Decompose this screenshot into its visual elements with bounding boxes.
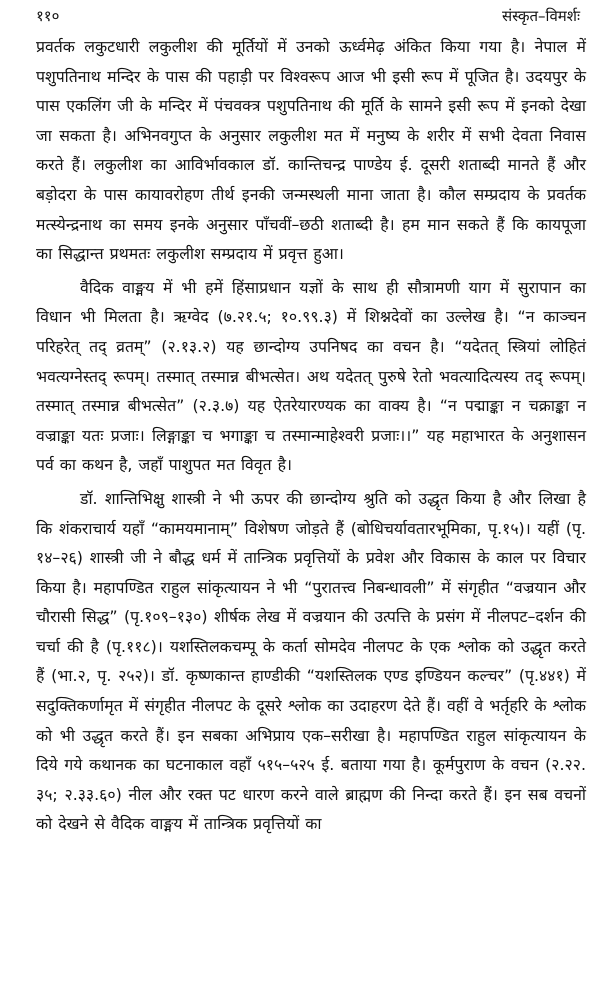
body-text [36,32,586,839]
paragraph-1: प्रवर्तक लकुटधारी लकुलीश की मूर्तियों में उनको ऊर्ध्वमेढ़ अंकित किया गया है। नेपाल में पशुपतिनाथ मन्दिर के पास की पहाड़ी पर विश्वरूप आज भी इसी रूप में पूजित है। उदयपुर के पास एकलिंग जी के मन्दिर में पंचवक्त्र पशुपतिनाथ की मूर्ति के सामने इसी रूप में इनको देखा जा सकता है। अभिनवगुप्त के अनुसार लकुलीश मत में मनुष्य के शरीर में सभी देवता निवास करते हैं। लकुलीश का आविर्भावकाल डॉ. कान्तिचन्द्र पाण्डेय ई. दूसरी शताब्दी मानते हैं और बड़ोदरा के पास कायावरोहण तीर्थ इनकी जन्मस्थली माना जाता है। कौल सम्प्रदाय के प्रवर्तक मत्स्येन्द्रनाथ का समय इनके अनुसार पाँचवीं–छठी शताब्दी है। हम मान सकते हैं कि कायपूजा का सिद्धान्त प्रथमतः लकुलीश सम्प्रदाय में प्रवृत्त हुआ। [36,37,586,264]
page-header [36,6,580,28]
page-number: ११० [36,7,60,25]
paragraph-3: डॉ. शान्तिभिक्षु शास्त्री ने भी ऊपर की छान्दोग्य श्रुति को उद्धृत किया है और लिखा है कि शंकराचार्य यहाँ “कामयमानाम्” विशेषण जोड़ते हैं (बोधिचर्यावतारभूमिका, पृ.१५)। यहीं (पृ. १४–२६) शास्त्री जी ने बौद्ध धर्म में तान्त्रिक प्रवृत्तियों के प्रवेश और विकास के काल पर विचार किया है। महापण्डित राहुल सांकृत्यायन ने भी “पुरातत्त्व निबन्धावली” में संगृहीत “वज्रयान और चौरासी सिद्ध” (पृ.१०९–१३०) शीर्षक लेख में वज्रयान की उत्पत्ति के प्रसंग में नीलपट–दर्शन की चर्चा की है (पृ.११८)। यशस्तिलकचम्पू के कर्ता सोमदेव नीलपट के एक श्लोक को उद्धृत करते हैं (भा.२, पृ. २५२)। डॉ. कृष्णकान्त हाण्डीकी “यशस्तिलक एण्ड इण्डियन कल्चर” (पृ.४४१) में सदुक्तिकर्णामृत में संगृहीत नीलपट के दूसरे श्लोक का उदाहरण देते हैं। वहीं वे भर्तृहरि के श्लोक को भी उद्धृत करते हैं। इन सबका अभिप्राय एक–सरीखा है। महापण्डित राहुल सांकृत्यायन के दिये गये कथानक का घटनाकाल वहाँ ५१५–५२५ ई. बताया गया है। कूर्मपुराण के वचन (२.२२. ३५; २.३३.६०) नील और रक्त पट धारण करने वाले ब्राह्मण की निन्दा करते हैं। इन सब वचनों को देखने से वैदिक वाङ्मय में तान्त्रिक प्रवृत्तियों का [36,488,586,834]
paragraph-2: वैदिक वाङ्मय में भी हमें हिंसाप्रधान यज्ञों के साथ ही सौत्रामणी याग में सुरापान का विधान भी मिलता है। ऋग्वेद (७.२१.५; १०.९९.३) में शिश्नदेवों का उल्लेख है। “न काञ्चन परिहरेत् तद् व्रतम्” (२.१३.२) यह छान्दोग्य उपनिषद का वचन है। “यदेतत् स्त्रियां लोहितं भवत्यग्नेस्तद् रूपम्। तस्मात् तस्मान्न बीभत्सेत। अथ यदेतत् पुरुषे रेतो भवत्यादित्यस्य तद् रूपम्। तस्मात् तस्मान्न बीभत्सेत” (२.३.७) यह ऐतरेयारण्यक का वाक्य है। “न पद्माङ्का न चक्राङ्का न वज्राङ्का यतः प्रजाः। लिङ्गाङ्का च भगाङ्का च तस्मान्माहेश्वरी प्रजाः।।” यह महाभारत के अनुशासन पर्व का कथन है, जहाँ पाशुपत मत विवृत है। [36,277,586,475]
running-title: संस्कृत–विमर्शः [502,7,580,25]
